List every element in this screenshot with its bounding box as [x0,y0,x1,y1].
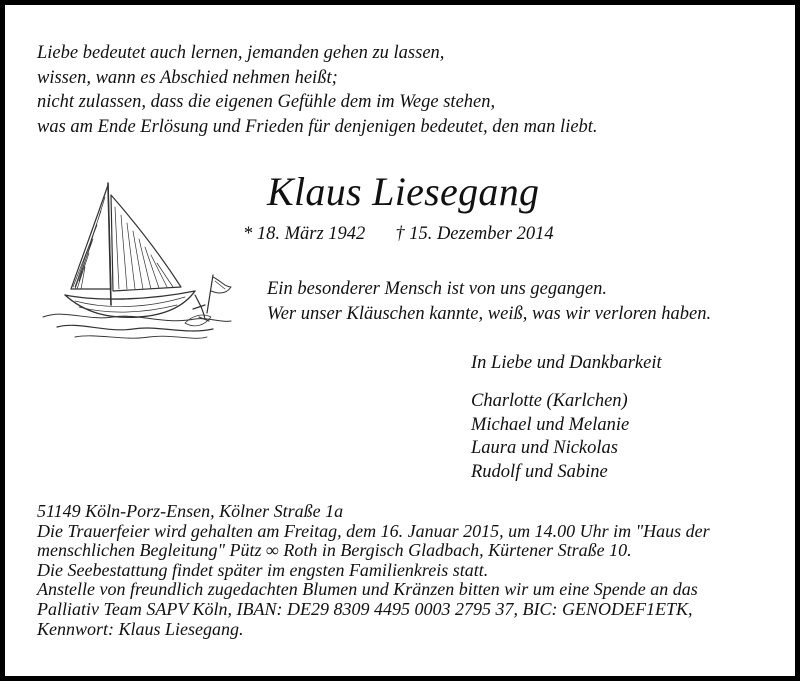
donation-line: Anstelle von freundlich zugedachten Blumen und Kränzen bitten wir um eine Spende an das [37,579,698,600]
mourner-name: Rudolf und Sabine [471,461,608,482]
gratitude-line: In Liebe und Dankbarkeit [471,353,662,373]
funeral-service-line: menschlichen Begleitung" Pütz ∞ Roth in Bergisch Gladbach, Kürtener Straße 10. [37,540,632,561]
tribute-text [267,277,711,327]
mourner-name: Laura und Nickolas [471,438,618,459]
tribute-line: Wer unser Kläuschen kannte, weiß, was wir verloren haben. [267,304,712,324]
tribute-line: Ein besonderer Mensch ist von uns gegangen. [267,279,607,299]
life-dates [243,222,554,246]
poem-line: was am Ende Erlösung und Frieden für denjenigen bedeutet, den man liebt. [37,116,598,137]
poem-line: Liebe bedeutet auch lernen, jemanden gehen zu lassen, [37,43,445,63]
sailboat-sketch-icon [35,177,235,347]
poem-line: wissen, wann es Abschied nehmen heißt; [37,67,338,88]
mourner-list [471,390,629,484]
donation-line: Kennwort: Klaus Liesegang. [37,618,244,639]
funeral-service-line: Die Trauerfeier wird gehalten am Freitag, dem 16. Januar 2015, um 14.00 Uhr im "Haus der [37,520,710,541]
memorial-poem [37,41,598,139]
address-line: 51149 Köln-Porz-Ensen, Kölner Straße 1a [37,501,344,521]
sea-burial-line: Die Seebestattung findet später im engsten Familienkreis statt. [37,559,489,580]
donation-line: Palliativ Team SAPV Köln, IBAN: DE29 8309 4495 0003 2795 37, BIC: GENODEF1ETK, [37,598,693,619]
mourner-name: Michael und Melanie [471,414,630,435]
birth-date: * 18. März 1942 [243,224,366,244]
death-date: † 15. Dezember 2014 [395,224,554,244]
funeral-details [37,502,710,639]
poem-line: nicht zulassen, dass die eigenen Gefühle dem im Wege stehen, [37,92,496,112]
mourner-name: Charlotte (Karlchen) [471,391,628,411]
deceased-name: Klaus Liesegang [267,169,540,214]
